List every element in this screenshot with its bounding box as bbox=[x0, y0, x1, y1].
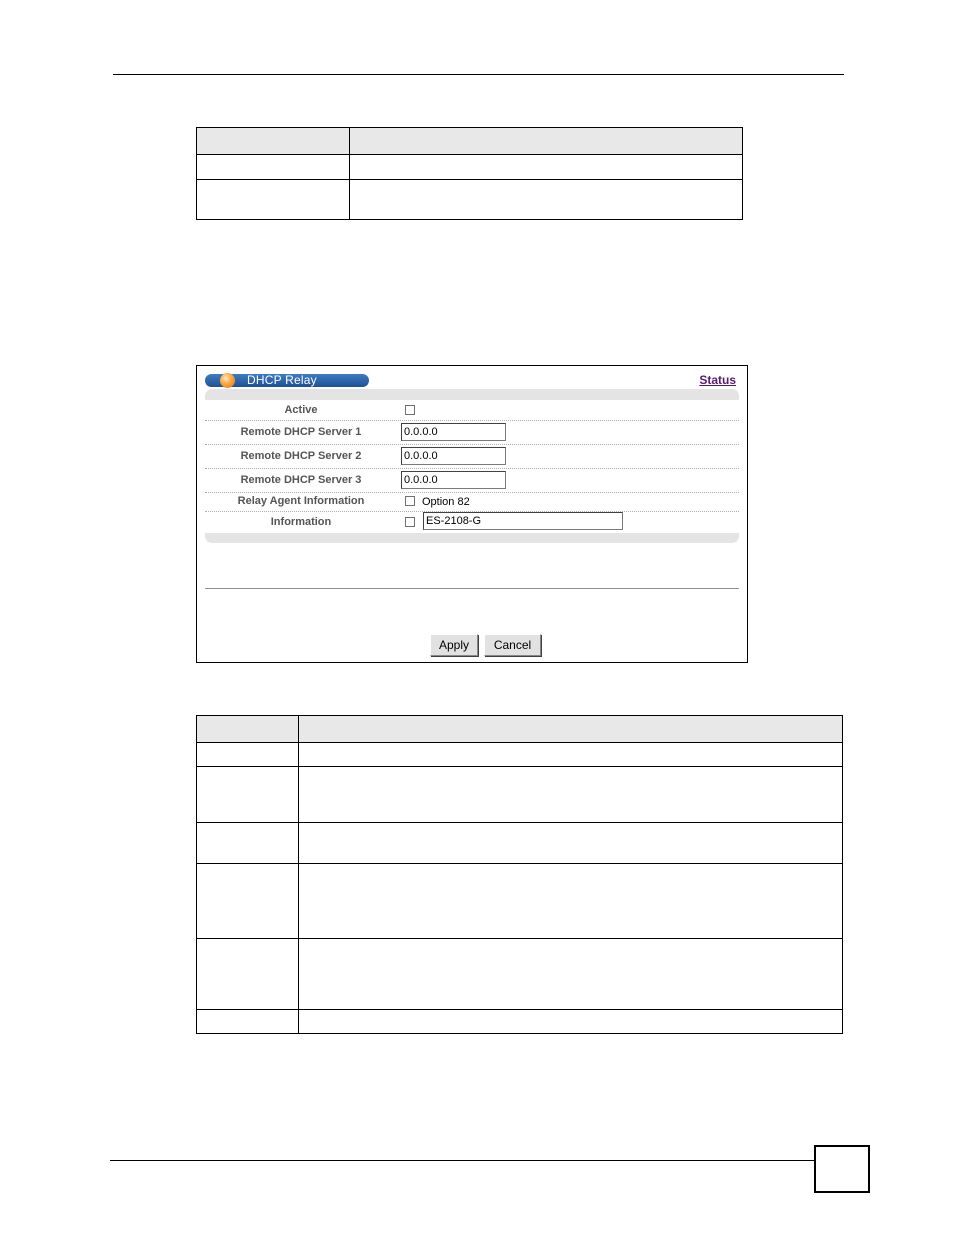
cancel-button[interactable]: Cancel bbox=[484, 634, 541, 656]
table-cell bbox=[197, 864, 299, 939]
table-row bbox=[197, 823, 843, 864]
table-header-row bbox=[197, 716, 843, 743]
panel-title: DHCP Relay bbox=[247, 373, 317, 387]
table-header-row bbox=[197, 128, 743, 155]
bottom-table bbox=[196, 715, 843, 1034]
table-cell bbox=[197, 180, 350, 220]
information-input[interactable] bbox=[423, 512, 623, 530]
panel-band-top bbox=[205, 389, 739, 400]
field-row-information bbox=[205, 512, 739, 533]
field-row-server-2 bbox=[205, 445, 739, 469]
relay-agent-label: Relay Agent Information bbox=[237, 495, 365, 507]
field-row-relay-agent bbox=[205, 493, 739, 512]
panel-band-bottom bbox=[205, 533, 739, 543]
server-1-label: Remote DHCP Server 1 bbox=[240, 426, 362, 438]
server-2-input[interactable] bbox=[401, 447, 506, 465]
status-link[interactable]: Status bbox=[699, 373, 736, 387]
table-row bbox=[197, 864, 843, 939]
field-row-server-3 bbox=[205, 469, 739, 493]
header-rule bbox=[113, 74, 844, 75]
table-row bbox=[197, 1010, 843, 1034]
field-row-active bbox=[205, 400, 739, 421]
server-3-label: Remote DHCP Server 3 bbox=[240, 474, 362, 486]
information-label: Information bbox=[270, 516, 332, 528]
table-cell bbox=[350, 155, 743, 180]
table-row bbox=[197, 180, 743, 220]
table-cell bbox=[299, 1010, 843, 1034]
table-cell bbox=[299, 767, 843, 823]
orange-orb-icon bbox=[220, 373, 235, 388]
table-cell bbox=[197, 1010, 299, 1034]
table-cell bbox=[350, 180, 743, 220]
table-cell bbox=[299, 939, 843, 1010]
field-row-server-1 bbox=[205, 421, 739, 445]
server-1-input[interactable] bbox=[401, 423, 506, 441]
table-cell bbox=[197, 767, 299, 823]
table-cell bbox=[197, 155, 350, 180]
table-cell bbox=[197, 939, 299, 1010]
table-cell bbox=[299, 743, 843, 767]
table-cell bbox=[299, 864, 843, 939]
footer-rule bbox=[110, 1160, 814, 1161]
server-3-input[interactable] bbox=[401, 471, 506, 489]
dhcp-relay-panel bbox=[196, 365, 748, 663]
table-cell bbox=[299, 823, 843, 864]
panel-separator bbox=[205, 588, 739, 589]
table-cell bbox=[299, 716, 843, 743]
relay-agent-checkbox[interactable] bbox=[405, 496, 415, 506]
top-table bbox=[196, 127, 743, 220]
table-row bbox=[197, 767, 843, 823]
table-row bbox=[197, 743, 843, 767]
option-82-label: Option 82 bbox=[422, 496, 470, 508]
table-cell bbox=[197, 128, 350, 155]
table-cell bbox=[197, 743, 299, 767]
server-2-label: Remote DHCP Server 2 bbox=[240, 450, 362, 462]
table-cell bbox=[197, 823, 299, 864]
table-cell bbox=[197, 716, 299, 743]
page-number-box bbox=[814, 1145, 870, 1193]
panel-title-bar bbox=[205, 374, 369, 387]
information-checkbox[interactable] bbox=[405, 517, 415, 527]
table-row bbox=[197, 155, 743, 180]
table-cell bbox=[350, 128, 743, 155]
active-checkbox[interactable] bbox=[405, 405, 415, 415]
apply-button[interactable]: Apply bbox=[430, 634, 478, 656]
table-row bbox=[197, 939, 843, 1010]
active-label: Active bbox=[284, 404, 318, 416]
